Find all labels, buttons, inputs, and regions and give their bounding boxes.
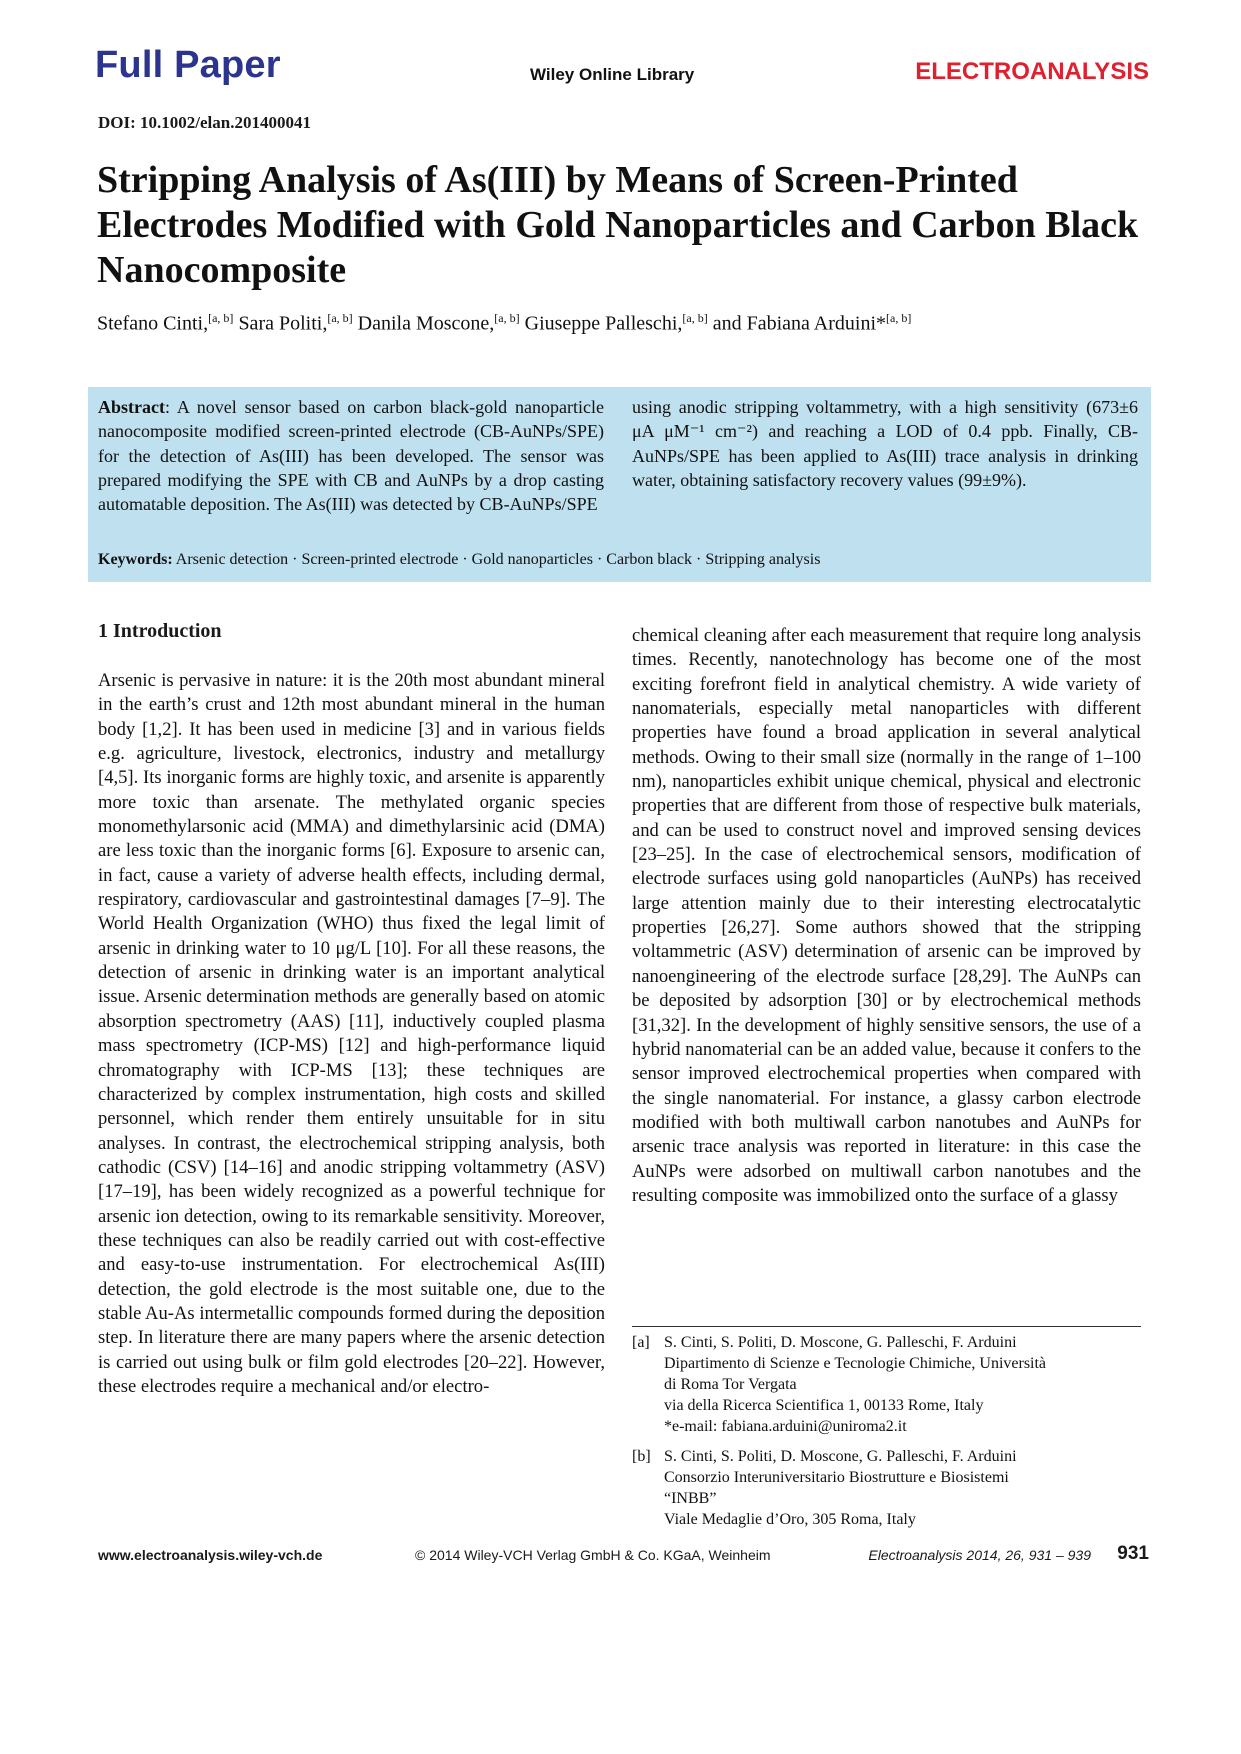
footnote-label: [a] [632,1334,650,1351]
author: and Fabiana Arduini* [712,312,887,335]
doi: DOI: 10.1002/elan.201400041 [98,113,311,132]
journal-name: ELECTROANALYSIS [915,58,1149,85]
author: Giuseppe Palleschi, [524,312,683,335]
footnote-line: via della Ricerca Scientifica 1, 00133 Rome, Italy [664,1397,984,1414]
author-list [97,311,1157,336]
section-label: Full Paper [95,44,281,86]
keywords-label: Keywords: [98,551,173,568]
footnote-affiliation-a [632,1332,1141,1442]
footer-copyright: © 2014 Wiley-VCH Verlag GmbH & Co. KGaA, Weinheim [415,1547,771,1563]
footnote-divider [632,1326,1141,1327]
library-label: Wiley Online Library [530,65,695,84]
abstract-text-1: : A novel sensor based on carbon black-gold nanoparticle nanocomposite modified screen-printed electrode (CB-AuNPs/SPE) for the detection of As(III) has been developed. The sensor was prepared modifying the SPE with CB and AuNPs by a drop casting automatable deposition. The As(III) was detected by CB-AuNPs/SPE [98,397,604,515]
abstract-label: Abstract [98,397,165,417]
footnote-line: di Roma Tor Vergata [664,1376,797,1393]
paper-title: Stripping Analysis of As(III) by Means of Screen-Printed Electrodes Modified with Gold Nanoparticles and Carbon Black Nanocomposite [97,159,1139,291]
author: Sara Politi, [238,312,328,335]
footnote-affiliation-b [632,1446,1141,1556]
author-affiliation: [a, b] [327,311,353,325]
page-number: 931 [1117,1543,1149,1564]
abstract-column-1 [98,395,604,516]
footer-citation: Electroanalysis 2014, 26, 931 – 939 [868,1547,1091,1563]
footnote-email: *e-mail: fabiana.arduini@uniroma2.it [664,1418,907,1435]
keywords [98,551,820,569]
abstract-column-2: using anodic stripping voltammetry, with a high sensitivity (673±6 μA μM⁻¹ cm⁻²) and reaching a LOD of 0.4 ppb. Finally, CB-AuNPs/SPE has been applied to As(III) trace analysis in drinking water, obtaining satisfactory recovery values (99±9%). [632,397,1138,490]
author: Danila Moscone, [357,312,495,335]
footnote-line: Viale Medaglie d’Oro, 305 Roma, Italy [664,1511,916,1528]
footnote-line: Consorzio Interuniversitario Biostrutture e Biosistemi [664,1469,1009,1486]
footnote-line: S. Cinti, S. Politi, D. Moscone, G. Palleschi, F. Arduini [664,1334,1017,1351]
author-affiliation: [a, b] [494,311,520,325]
keywords-text: Arsenic detection · Screen-printed electrode · Gold nanoparticles · Carbon black · Stripping analysis [175,551,821,568]
body-column-left: Arsenic is pervasive in nature: it is the 20th most abundant mineral in the earth’s crust and 12th most abundant mineral in the human body [1,2]. It has been used in medicine [3] and in various fields e.g. agriculture, livestock, electronics, industry and metallurgy [4,5]. Its inorganic forms are highly toxic, and arsenite is apparently more toxic than arsenate. The methylated organic species monomethylarsonic acid (MMA) and dimethylarsinic acid (DMA) are less toxic than the inorganic forms [6]. Exposure to arsenic can, in fact, cause a variety of adverse health effects, including dermal, respiratory, cardiovascular and gastrointestinal damages [7–9]. The World Health Organization (WHO) thus fixed the legal limit of arsenic in drinking water to 10 μg/L [10]. For all these reasons, the detection of arsenic in drinking water is an important analytical issue. Arsenic determination methods are generally based on atomic absorption spectrometry (AAS) [11], inductively coupled plasma mass spectrometry (ICP-MS) [12] and high-performance liquid chromatography with ICP-MS [13]; these techniques are characterized by complex instrumentation, high costs and skilled personnel, which render them entirely unsuitable for in situ analyses. In contrast, the electrochemical stripping analysis, both cathodic (CSV) [14–16] and anodic stripping voltammetry (ASV) [17–19], has been widely recognized as a powerful technique for arsenic ion detection, owing to its remarkable sensitivity. Moreover, these techniques can also be readily carried out with cost-effective and easy-to-use instrumentation. For electrochemical As(III) detection, the gold electrode is the most suitable one, due to the stable Au-As intermetallic compounds formed during the deposition step. In literature there are many papers where the arsenic detection is carried out using bulk or film gold electrodes [20–22]. However, these electrodes require a mechanical and/or electro- [98,670,605,1397]
author: Stefano Cinti, [97,312,209,335]
footer-url: www.electroanalysis.wiley-vch.de [98,1547,323,1563]
footnote-line: “INBB” [664,1490,717,1507]
section-heading: 1 Introduction [98,620,222,642]
abstract-box [88,387,1151,582]
author-affiliation: [a, b] [682,311,708,325]
footnote-line: Dipartimento di Scienze e Tecnologie Chimiche, Università [664,1355,1047,1372]
author-affiliation: [a, b] [886,311,912,325]
body-column-right: chemical cleaning after each measurement that require long analysis times. Recently, nanotechnology has become one of the most exciting forefront field in analytical chemistry. A wide variety of nanomaterials, especially metal nanoparticles with different properties have found a broad application in several analytical methods. Owing to their small size (normally in the range of 1–100 nm), nanoparticles exhibit unique chemical, physical and electronic properties that are different from those of respective bulk materials, and can be used to construct novel and improved sensing devices [23–25]. In the case of electrochemical sensors, modification of electrode surfaces using gold nanoparticles (AuNPs) has received large attention mainly due to their interesting electrocatalytic properties [26,27]. Some authors showed that the stripping voltammetric (ASV) determination of arsenic can be improved by nanoengineering of the electrode surface [28,29]. The AuNPs can be deposited by adsorption [30] or by electrochemical methods [31,32]. In the development of highly sensitive sensors, the use of a hybrid nanomaterial can be an added value, because it confers to the sensor improved electrochemical properties when compared with the single nanomaterial. For instance, a glassy carbon electrode modified with both multiwall carbon nanotubes and AuNPs for arsenic trace analysis was reported in literature: in this case the AuNPs were adsorbed on multiwall carbon nanotubes and the resulting composite was immobilized onto the surface of a glassy [632,625,1141,1206]
author-affiliation: [a, b] [208,311,234,325]
footnote-label: [b] [632,1448,651,1465]
footnote-line: S. Cinti, S. Politi, D. Moscone, G. Palleschi, F. Arduini [664,1448,1017,1465]
